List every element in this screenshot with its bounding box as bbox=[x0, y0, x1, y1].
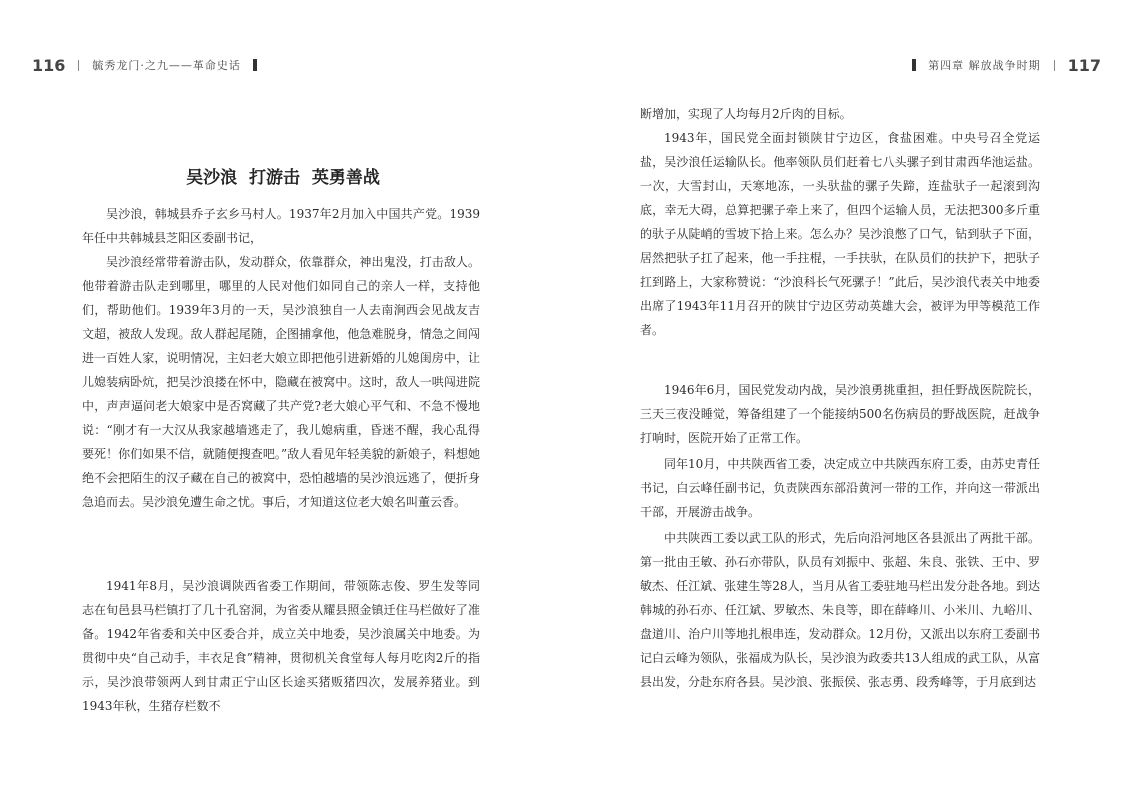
paragraph: 同年10月，中共陕西省工委，决定成立中共陕西东府工委，由苏史青任书记，白云峰任副书记，负责陕西东部沿黄河一带的工作，并向这一带派出干部，开展游击战争。 bbox=[640, 457, 1040, 519]
paragraph: 1941年8月，吴沙浪调陕西省委工作期间，带领陈志俊、罗生发等同志在旬邑县马栏镇打了几十孔窑洞，为省委从耀县照金镇迁住马栏做好了准备。1942年省委和关中区委合并，成立关中地委，吴沙浪属关中地委。为贯彻中央“自己动手，丰衣足食”精神，贯彻机关食堂每人每月吃肉2斤的指示，吴沙浪带领两人到甘肃正宁山区长途买猪贩猪四次，发展养猪业。到1943年秋，生猪存栏数不 bbox=[82, 579, 480, 713]
left-page bbox=[0, 0, 566, 799]
paragraph: 1943年，国民党全面封锁陕甘宁边区，食盐困难。中央号召全党运盐，吴沙浪任运输队长。他率领队员们赶着七八头骡子到甘肃西华池运盐。一次，大雪封山，天寒地冻，一头驮盐的骡子失蹄，连盐驮子一起滚到沟底，幸无大碍，总算把骡子牵上来了，但四个运输人员，无法把300多斤重的驮子从陡峭的雪坡下拾上来。怎么办？吴沙浪憋了口气，钻到驮子下面，居然把驮子扛了起来，他一手拄棍，一手扶驮，在队员们的扶护下，把驮子扛到路上，大家称赞说：“沙浪科长气死骡子！”此后，吴沙浪代表关中地委出席了1943年11月召开的陕甘宁边区劳动英雄大会，被评为甲等模范工作者。 bbox=[640, 131, 1040, 337]
paragraph: 吴沙浪经常带着游击队，发动群众，依靠群众，神出鬼没，打击敌人。他带着游击队走到哪里，哪里的人民对他们如同自己的亲人一样，支持他们，帮助他们。1939年3月的一天，吴沙浪独自一人去南涧西会见战友吉文超，被敌人发现。敌人群起尾随，企图捕拿他，他急难脱身，情急之间闯进一百姓人家，说明情况，主妇老大娘立即把他引进新婚的儿媳闺房中，让儿媳装病卧炕，把吴沙浪搂在怀中，隐藏在被窝中。这时，敌人一哄闯进院中，声声逼问老大娘家中是否窝藏了共产党?老大娘心平气和、不急不慢地说：“刚才有一大汉从我家越墙逃走了，我儿媳病重，昏迷不醒，我心乱得要死！你们如果不信，就随便搜查吧。”敌人看见年轻美貌的新娘子，料想她绝不会把陌生的汉子藏在自己的被窝中，恐怕越墙的吴沙浪远逃了，便折身急追而去。吴沙浪免遭生命之忧。事后，才知道这位老大娘名叫董云香。 bbox=[82, 255, 480, 509]
right-page-header bbox=[900, 54, 1101, 76]
paragraph: 1946年6月，国民党发动内战，吴沙浪勇挑重担，担任野战医院院长，三天三夜没睡觉，筹备组建了一个能接纳500名伤病员的野战医院，赶战争打响时，医院开始了正常工作。 bbox=[640, 383, 1040, 445]
paragraph: 吴沙浪，韩城县乔子玄乡马村人。1937年2月加入中国共产党。1939年任中共韩城县芝阳区委副书记， bbox=[82, 207, 480, 245]
header-divider bbox=[78, 60, 79, 71]
left-page-header bbox=[32, 54, 269, 76]
page-number: 117 bbox=[1067, 55, 1101, 75]
page-number: 116 bbox=[32, 55, 66, 75]
section-title: 吴沙浪 打游击 英勇善战 bbox=[186, 168, 380, 188]
header-divider bbox=[1054, 60, 1055, 71]
header-marker bbox=[912, 59, 916, 71]
paragraph: 断增加，实现了人均每月2斤肉的目标。 bbox=[640, 107, 852, 121]
right-page bbox=[567, 0, 1133, 799]
paragraph: 中共陕西工委以武工队的形式，先后向沿河地区各县派出了两批干部。第一批由王敏、孙石亦带队，队员有刘振中、张超、朱良、张铁、王中、罗敏杰、任江斌、张建生等28人，当月从省工委驻地马栏出发分赴各地。到达韩城的孙石亦、任江斌、罗敏杰、朱良等，即在薛峰川、小米川、九峪川、盘道川、治户川等地扎根串连，发动群众。12月份，又派出以东府工委副书记白云峰为领队，张福成为队长，吴沙浪为政委共13人组成的武工队，从富县出发，分赴东府各县。吴沙浪、张振侯、张志勇、段秀峰等，于月底到达 bbox=[640, 531, 1040, 689]
header-marker bbox=[253, 59, 257, 71]
chapter-title: 第四章 解放战争时期 bbox=[928, 59, 1041, 72]
book-title: 毓秀龙门·之九——革命史话 bbox=[92, 59, 241, 72]
